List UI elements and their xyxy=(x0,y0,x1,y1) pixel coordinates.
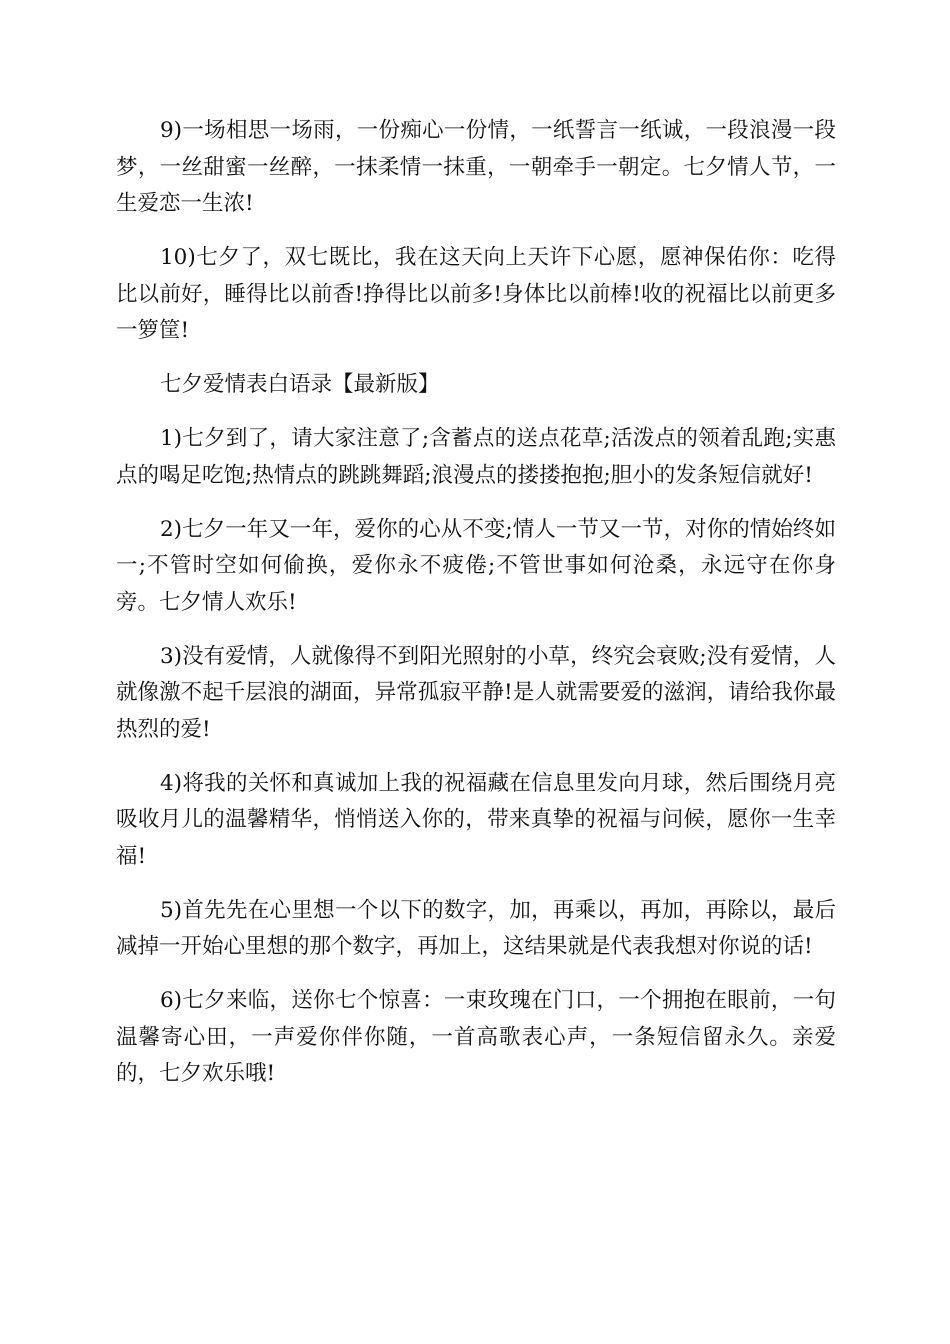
paragraph-2: 2)七夕一年又一年，爱你的心从不变;情人一节又一节，对你的情始终如一;不管时空如何偷换，爱你永不疲倦;不管世事如何沧桑，永远守在你身旁。七夕情人欢乐! xyxy=(116,516,836,615)
paragraph-3: 3)没有爱情，人就像得不到阳光照射的小草，终究会衰败;没有爱情，人就像激不起千层浪的湖面，异常孤寂平静!是人就需要爱的滋润，请给我你最热烈的爱! xyxy=(116,643,836,742)
section-heading: 七夕爱情表白语录【最新版】 xyxy=(160,372,440,397)
paragraph-5: 5)首先先在心里想一个以下的数字，加，再乘以，再加，再除以，最后减掉一开始心里想的那个数字，再加上，这结果就是代表我想对你说的话! xyxy=(116,897,836,959)
paragraph-1: 1)七夕到了，请大家注意了;含蓄点的送点花草;活泼点的领着乱跑;实惠点的喝足吃饱;热情点的跳跳舞蹈;浪漫点的搂搂抱抱;胆小的发条短信就好! xyxy=(116,426,836,488)
paragraph-6: 6)七夕来临，送你七个惊喜：一束玫瑰在门口，一个拥抱在眼前，一句温馨寄心田，一声爱你伴你随，一首高歌表心声，一条短信留永久。亲爱的，七夕欢乐哦! xyxy=(116,988,836,1086)
paragraph-10: 10)七夕了，双七既比，我在这天向上天许下心愿，愿神保佑你：吃得比以前好，睡得比以前香!挣得比以前多!身体比以前棒!收的祝福比以前更多一箩筐! xyxy=(116,245,836,343)
paragraph-9: 9)一场相思一场雨，一份痴心一份情，一纸誓言一纸诚，一段浪漫一段梦，一丝甜蜜一丝醉，一抹柔情一抹重，一朝牵手一朝定。七夕情人节，一生爱恋一生浓! xyxy=(116,118,836,216)
paragraph-4: 4)将我的关怀和真诚加上我的祝福藏在信息里发向月球，然后围绕月亮吸收月儿的温馨精华，悄悄送入你的，带来真挚的祝福与问候，愿你一生幸福! xyxy=(116,770,836,869)
document-body xyxy=(116,113,836,1110)
